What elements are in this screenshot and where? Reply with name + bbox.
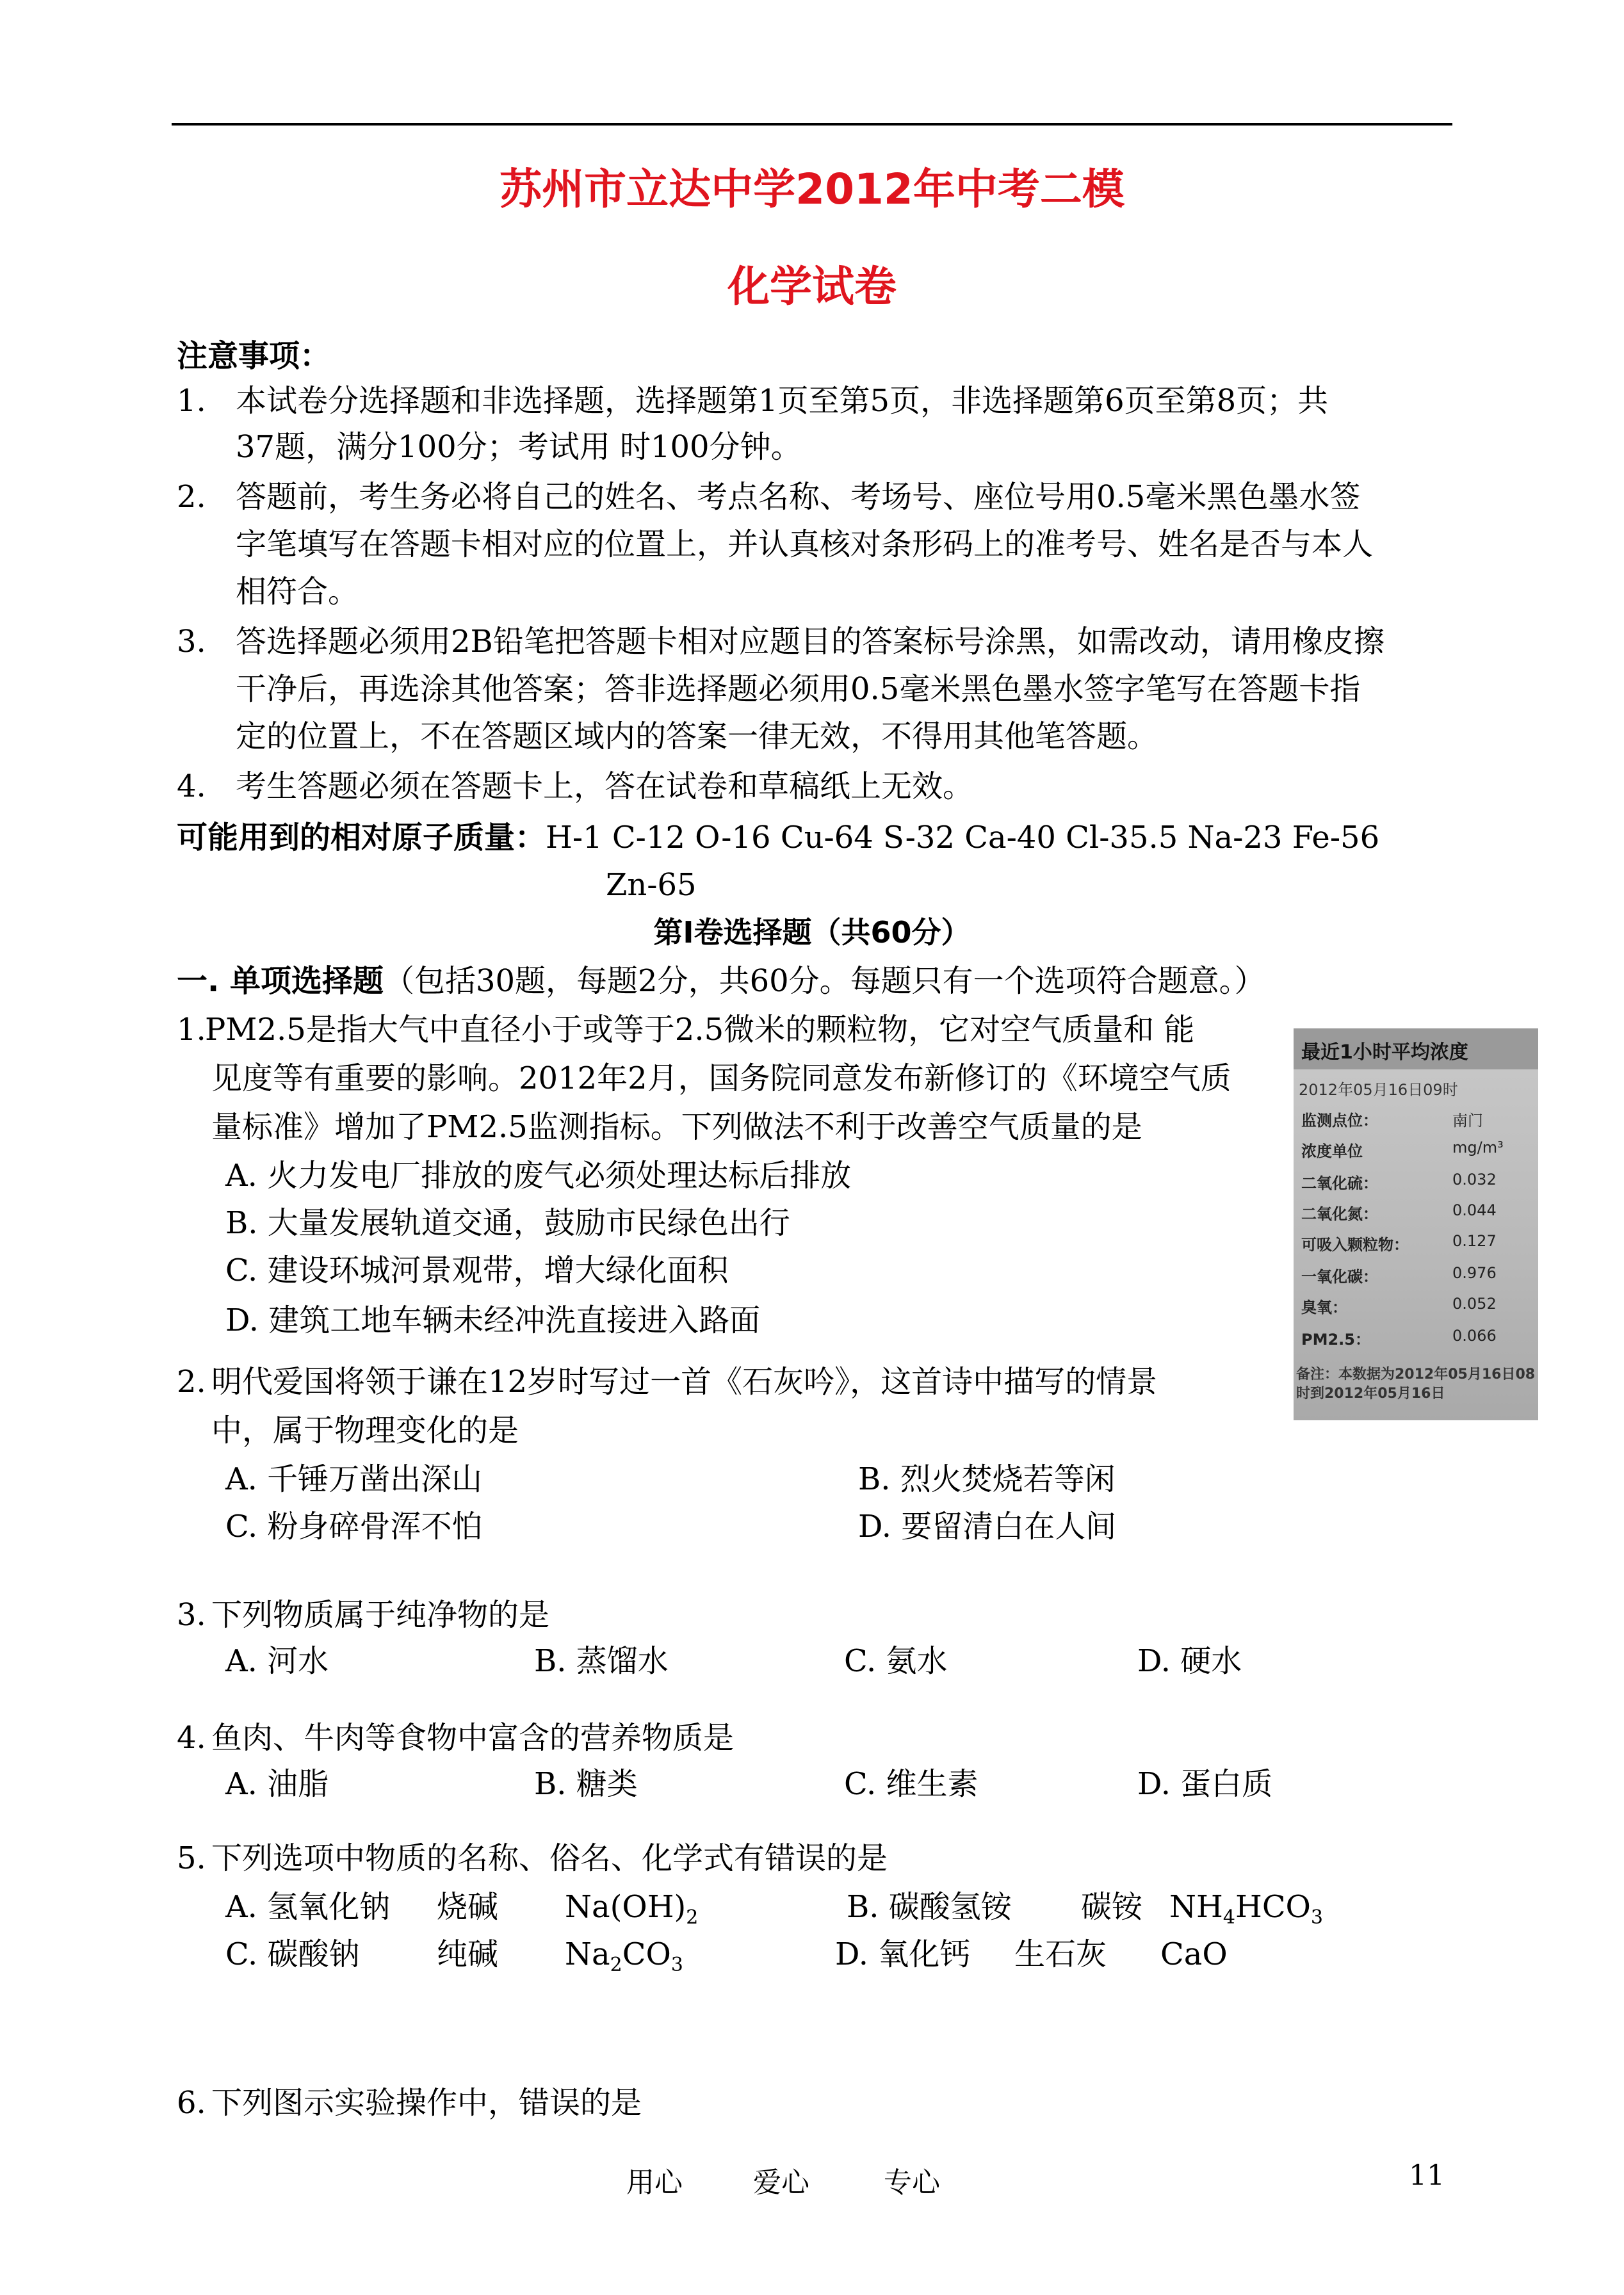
question-1-line: 见度等有重要的影响。2012年2月，国务院同意发布新修订的《环境空气质 [211, 1060, 1231, 1096]
option-c: C. 建设环城河景观带，增大绿化面积 [225, 1253, 729, 1288]
question-5: 5. 下列选项中物质的名称、俗名、化学式有错误的是 [177, 1840, 888, 1876]
question-2-line: 中，属于物理变化的是 [211, 1413, 519, 1448]
notice-item: 1. 本试卷分选择题和非选择题，选择题第1页至第5页，非选择题第6页至第8页；共 [177, 383, 1329, 419]
option-d: D. 硬水 [1137, 1643, 1242, 1679]
atomic-mass-line: 可能用到的相对原子质量：H-1 C-12 O-16 Cu-64 S-32 Ca-40 Cl-35.5 Na-23 Fe-56 [177, 820, 1380, 856]
option-a: A. 火力发电厂排放的废气必须处理达标后排放 [225, 1158, 852, 1194]
page-number: 11 [1409, 2159, 1445, 2192]
inset-row: 二氧化氮： 0.044 [1301, 1201, 1497, 1223]
inset-header: 最近1小时平均浓度 [1294, 1028, 1538, 1069]
option-c: C. 维生素 [844, 1766, 978, 1802]
inset-row: 臭氧： 0.052 [1301, 1295, 1497, 1317]
notice-item-line: 字笔填写在答题卡相对应的位置上，并认真核对条形码上的准考号、姓名是否与本人 [236, 526, 1374, 562]
option-b: B. 烈火焚烧若等闲 [858, 1461, 1116, 1497]
notice-item-line: 相符合。 [236, 574, 359, 610]
option-a: A. 河水 [225, 1643, 329, 1679]
inset-row: PM2.5： 0.066 [1301, 1327, 1497, 1349]
option-a: A. 油脂 [225, 1766, 329, 1802]
question-1-line: 量标准》增加了PM2.5监测指标。下列做法不利于改善空气质量的是 [211, 1109, 1142, 1145]
air-quality-inset [1294, 1028, 1538, 1420]
question-3: 3. 下列物质属于纯净物的是 [177, 1597, 550, 1633]
footer-motto: 专心 [884, 2166, 940, 2199]
header-rule [172, 123, 1452, 126]
section-title: 第Ⅰ卷选择题（共60分） [653, 915, 971, 950]
notice-heading: 注意事项： [177, 338, 331, 374]
footer-motto: 用心 [626, 2166, 683, 2199]
notice-item: 2. 答题前，考生务必将自己的姓名、考点名称、考场号、座位号用0.5毫米黑色墨水签 [177, 479, 1361, 515]
notice-item: 4. 考生答题必须在答题卡上，答在试卷和草稿纸上无效。 [177, 768, 974, 804]
question-4: 4. 鱼肉、牛肉等食物中富含的营养物质是 [177, 1720, 735, 1756]
inset-row: 监测点位： 南门 [1301, 1112, 1483, 1130]
notice-item-line: 定的位置上，不在答题区域内的答案一律无效，不得用其他笔答题。 [236, 718, 1158, 754]
option-d: D. 蛋白质 [1137, 1766, 1273, 1802]
atomic-mass-line-2: Zn-65 [606, 867, 697, 903]
option-c: C. 氨水 [844, 1643, 948, 1679]
notice-item: 3. 答选择题必须用2B铅笔把答题卡相对应题目的答案标号涂黑，如需改动，请用橡皮擦 [177, 624, 1384, 660]
part-title: 一. 单项选择题（包括30题，每题2分，共60分。每题只有一个选项符合题意。） [177, 963, 1265, 999]
question-2: 2. 明代爱国将领于谦在12岁时写过一首《石灰吟》，这首诗中描写的情景 [177, 1364, 1158, 1400]
inset-row: 一氧化碳： 0.976 [1301, 1264, 1497, 1286]
option-d: D. 建筑工地车辆未经冲洗直接进入路面 [225, 1302, 761, 1338]
notice-item-line: 37题，满分100分；考试用 时100分钟。 [236, 429, 802, 465]
question-1: 1.PM2.5是指大气中直径小于或等于2.5微米的颗粒物，它对空气质量和 能 [177, 1012, 1195, 1048]
question-6: 6. 下列图示实验操作中，错误的是 [177, 2085, 642, 2121]
option-b: B. 大量发展轨道交通，鼓励市民绿色出行 [225, 1205, 790, 1241]
inset-note: 备注：本数据为2012年05月16日08时到2012年05月16日 [1296, 1366, 1536, 1402]
option-c: C. 粉身碎骨浑不怕 [225, 1509, 483, 1545]
option-d: D. 要留清白在人间 [858, 1509, 1117, 1545]
inset-row: 可吸入颗粒物： 0.127 [1301, 1232, 1497, 1254]
inset-date: 2012年05月16日09时 [1299, 1081, 1458, 1099]
option-b: B. 蒸馏水 [534, 1643, 669, 1679]
page-title: 苏州市立达中学2012年中考二模 [499, 165, 1125, 214]
notice-item-line: 干净后，再选涂其他答案；答非选择题必须用0.5毫米黑色墨水签字笔写在答题卡指 [236, 671, 1361, 707]
inset-row: 浓度单位 mg/m³ [1301, 1139, 1504, 1160]
page-subtitle: 化学试卷 [727, 262, 897, 311]
footer-motto: 爱心 [753, 2166, 809, 2199]
option-b: B. 糖类 [534, 1766, 638, 1802]
inset-row: 二氧化硫： 0.032 [1301, 1171, 1497, 1192]
option-a: A. 千锤万凿出深山 [225, 1461, 483, 1497]
